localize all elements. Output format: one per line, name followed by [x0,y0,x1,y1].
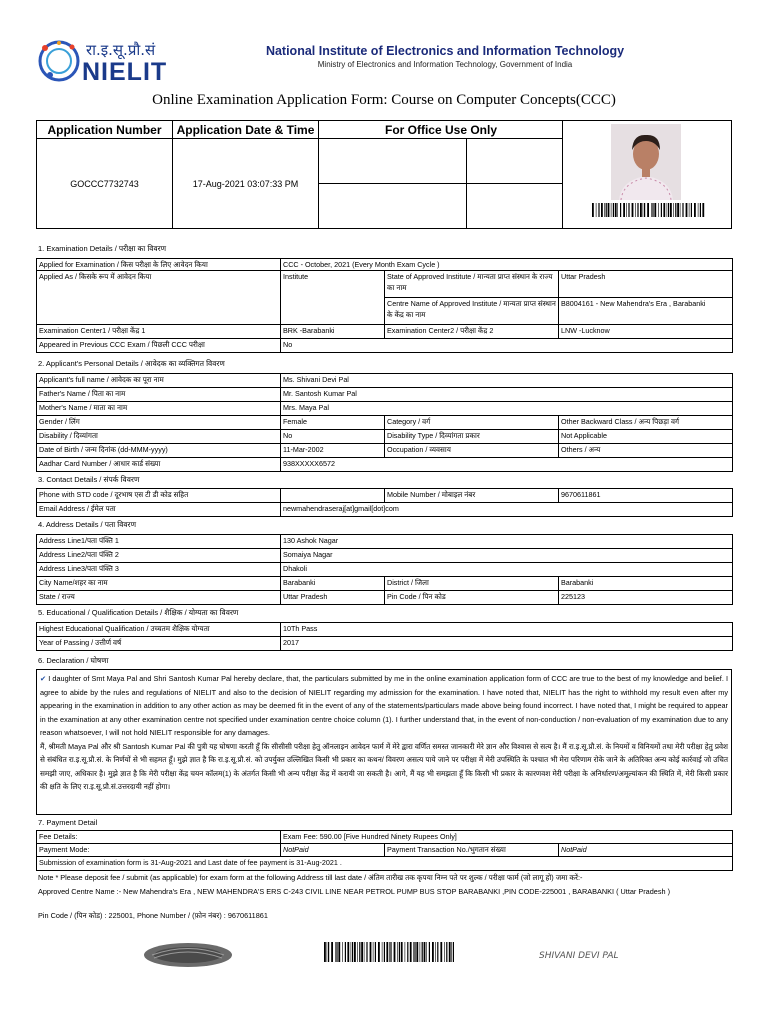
declaration-english-text: I daughter of Smt Maya Pal and Shri Santosh Kumar Pal hereby declare, that, the particulars submitted by me in the online examination application form of CCC are true to the best of my knowledge and belief. I agree to abide by the rules and regulations of NIELIT and also to the decision of NIELIT regarding my admission for the examination. I have noted that, NIELIT has the right to withhold my result even after my appearing in the examination in addition to any other action as may be deemed fit in the event of any of the statements/particulars made above being found incorrect. I have noted that, I might be required to appear in the examination at any other examination centre not specified under examination centre choice column (1). I further understand that, in the event of non-conduction / non-evaluation of my examination due to any reason whatsoever, I will not hold NIELIT responsible for any damages. [40,674,729,737]
centre-address: Approved Centre Name :- New Mahendra's Era , NEW MAHENDRA'S ERS C-243 CIVIL LINE NEAR PETROL PUMP BUS STOP BARABANKI ,PIN CODE-225001 , BARABANKI ( Uttar Pradesh ) [38,887,671,896]
office-use-header: For Office Use Only [319,121,563,139]
category-label: Category / वर्ग [385,416,559,430]
applicant-photo [611,124,681,200]
transaction-value: NotPaid [559,844,733,857]
office-box-1 [319,139,467,184]
application-date: 17-Aug-2021 03:07:33 PM [173,139,319,229]
email-label: Email Address / ईमेल पता [37,503,281,517]
section-payment-title: 7. Payment Detail [38,818,98,827]
section-education-title: 5. Educational / Qualification Details / शैक्षिक / योग्यता का विवरण [38,608,239,617]
gender-label: Gender / लिंग [37,416,281,430]
father-name-value: Mr. Santosh Kumar Pal [281,388,733,402]
thumb-impression-image [142,940,234,970]
qualification-label: Highest Educational Qualification / उच्चतम शैक्षिक योग्यता [37,623,281,637]
dob-value: 11-Mar-2002 [281,444,385,458]
contact-details-table [36,488,733,517]
section-contact-title: 3. Contact Details / संपर्क विवरण [38,475,140,484]
mobile-value: 9670611861 [559,489,733,503]
exam-center1-label: Examination Center1 / परीक्षा केंद्र 1 [37,325,281,339]
pin-label: Pin Code / पिन कोड [385,591,559,605]
city-label: City Name/शहर का नाम [37,577,281,591]
application-number-header: Application Number [37,121,173,139]
father-name-label: Father's Name / पिता का नाम [37,388,281,402]
category-value: Other Backward Class / अन्य पिछड़ा वर्ग [559,416,733,430]
payment-mode-label: Payment Mode: [37,844,281,857]
pin-value: 225123 [559,591,733,605]
aadhar-value: 938XXXXX6572 [281,458,733,472]
personal-details-table [36,373,733,472]
email-value: newmahendraseraj[at]gmail[dot]com [281,503,733,517]
city-value: Barabanki [281,577,385,591]
state-value: Uttar Pradesh [281,591,385,605]
fee-note: Note * Please deposit fee / submit (as applicable) for exam form at the following Address till last date / अंतिम तारीख तक कृपया निम्न पते पर शुल्क / परीक्षा फार्म (जो लागू हो) जमा करें:- [38,873,583,882]
barcode-small-image [590,203,705,217]
disability-value: No [281,430,385,444]
dob-label: Date of Birth / जन्म दिनांक (dd-MMM-yyyy) [37,444,281,458]
signature-text: SHIVANI DEVI PAL [539,951,619,961]
phone-value [281,489,385,503]
form-title: Online Examination Application Form: Course on Computer Concepts(CCC) [152,92,616,108]
full-name-label: Applicant's full name / आवेदक का पूरा नाम [37,374,281,388]
fee-label: Fee Details: [37,831,281,844]
exam-center2-label: Examination Center2 / परीक्षा केंद्र 2 [385,325,559,339]
address-details-table [36,534,733,605]
declaration-english [40,672,728,740]
office-box-2 [467,139,563,184]
state-institute-value: Uttar Pradesh [559,271,733,298]
application-summary-table [36,120,563,229]
centre-pin-phone: Pin Code / (पिन कोड) : 225001, Phone Number / (फ़ोन नंबर) : 9670611861 [38,911,268,920]
office-box-3 [319,184,467,229]
logo-text: NIELIT [82,58,168,86]
phone-label: Phone with STD code / दूरभाष एस टी डी कोड सहित [37,489,281,503]
disability-type-label: Disability Type / दिव्यांगता प्रकार [385,430,559,444]
previous-ccc-label: Appeared in Previous CCC Exam / पिछली CCC परीक्षा [37,339,281,353]
exam-details-table [36,258,733,353]
applied-for-label: Applied for Examination / किस परीक्षा के लिए आवेदन किया [37,259,281,271]
barcode-large-image [322,942,456,962]
org-name: National Institute of Electronics and Information Technology [265,44,625,58]
full-name-value: Ms. Shivani Devi Pal [281,374,733,388]
address-line2-value: Somaiya Nagar [281,549,733,563]
declaration-box [36,669,732,815]
photo-box [563,120,732,229]
fee-value: Exam Fee: 590.00 [Five Hundred Ninety Rupees Only] [281,831,733,844]
address-line1-value: 130 Ashok Nagar [281,535,733,549]
office-box-4 [467,184,563,229]
payment-mode-value: NotPaid [281,844,385,857]
address-line2-label: Address Line2/पता पंक्ति 2 [37,549,281,563]
section-declaration-title: 6. Declaration / घोषणा [38,656,109,665]
exam-center2-value: LNW -Lucknow [559,325,733,339]
application-number: GOCCC7732743 [37,139,173,229]
mobile-label: Mobile Number / मोबाइल नंबर [385,489,559,503]
address-line1-label: Address Line1/पता पंक्ति 1 [37,535,281,549]
education-details-table [36,622,733,651]
payment-details-table [36,830,733,871]
centre-name-label: Centre Name of Approved Institute / मान्यता प्राप्त संस्थान के केंद्र का नाम [385,298,559,325]
mother-name-value: Mrs. Maya Pal [281,402,733,416]
year-label: Year of Passing / उत्तीर्ण वर्ष [37,637,281,651]
checkmark-icon: ✔ [40,674,47,683]
mother-name-label: Mother's Name / माता का नाम [37,402,281,416]
year-value: 2017 [281,637,733,651]
applied-as-label: Applied As / किसके रूप में आवेदन किया [37,271,281,325]
declaration-hindi: मैं, श्रीमती Maya Pal और श्री Santosh Kumar Pal की पुत्री यह घोषणा करती हूँ कि सीसीसी परीक्षा हेतु ऑनलाइन आवेदन फार्म में मेरे द्वारा वर्णित समस्त जानकारी मेरे ज्ञान और विश्वास से सत्य है। मैं रा.इ.सू.प्रौ.सं. के नियमों व विनियमों तथा मेरी परीक्षा हेतु प्रवेश से संबंधित रा.इ.सू.प्रौ.सं. के निर्णयों से भी सहमत हूँ। मुझे ज्ञात है कि रा.इ.सू.प्रौ.सं. को उपर्युक्त उल्लिखित किसी भी प्रकार का कथन/ विवरण असत्य पाये जाने पर परीक्षा में मेरी उपस्थिति के पश्चात भी मेरा परिणाम रोके जाने के अतिरिक्त अन्य कोई कार्रवाई जो उचित समझी जाए, अधिकार है। मुझे ज्ञात है कि मेरी परीक्षा केंद्र चयन कॉलम(1) के अंतर्गत किसी भी अन्य परीक्षा केंद्र में करायी जा सकती है। आगे, मैं यह भी समझता हूँ कि किसी भी प्रकार के कारणवश मेरी परीक्षा के अनिर्धारण/अमूल्यांकन की स्थिति में, मेरी किसी प्रकार की क्षति के लिए रा.इ.सू.प्रौ.सं.उत्तरदायी नहीं होगा। [40,741,728,791]
ministry-text: Ministry of Electronics and Information Technology, Government of India [317,60,573,69]
nielit-globe-icon [36,38,82,84]
section-exam-title: 1. Examination Details / परीक्षा का विवरण [38,244,167,253]
gender-value: Female [281,416,385,430]
transaction-label: Payment Transaction No./भुगतान संख्या [385,844,559,857]
district-value: Barabanki [559,577,733,591]
address-line3-value: Dhakoli [281,563,733,577]
previous-ccc-value: No [281,339,733,353]
state-label: State / राज्य [37,591,281,605]
occupation-label: Occupation / व्यवसाय [385,444,559,458]
district-label: District / जिला [385,577,559,591]
exam-center1-value: BRK -Barabanki [281,325,385,339]
address-line3-label: Address Line3/पता पंक्ति 3 [37,563,281,577]
disability-label: Disability / दिव्यांगता [37,430,281,444]
nielit-logo [36,38,176,88]
section-personal-title: 2. Applicant's Personal Details / आवेदक का व्यक्तिगत विवरण [38,359,225,368]
applied-for-value: CCC - October, 2021 (Every Month Exam Cycle ) [281,259,733,271]
applied-as-value: Institute [281,271,385,325]
disability-type-value: Not Applicable [559,430,733,444]
qualification-value: 10Th Pass [281,623,733,637]
occupation-value: Others / अन्य [559,444,733,458]
section-address-title: 4. Address Details / पता विवरण [38,520,137,529]
aadhar-label: Aadhar Card Number / आधार कार्ड संख्या [37,458,281,472]
logo-hindi-text: रा.इ.सू.प्रौ.सं [86,41,156,59]
state-institute-label: State of Approved Institute / मान्यता प्राप्त संस्थान के राज्य का नाम [385,271,559,298]
signature-image [535,940,645,966]
application-date-header: Application Date & Time [173,121,319,139]
submission-date-text: Submission of examination form is 31-Aug-2021 and Last date of fee payment is 31-Aug-2021 . [37,857,733,871]
centre-name-value: B8004161 - New Mahendra's Era , Barabanki [559,298,733,325]
